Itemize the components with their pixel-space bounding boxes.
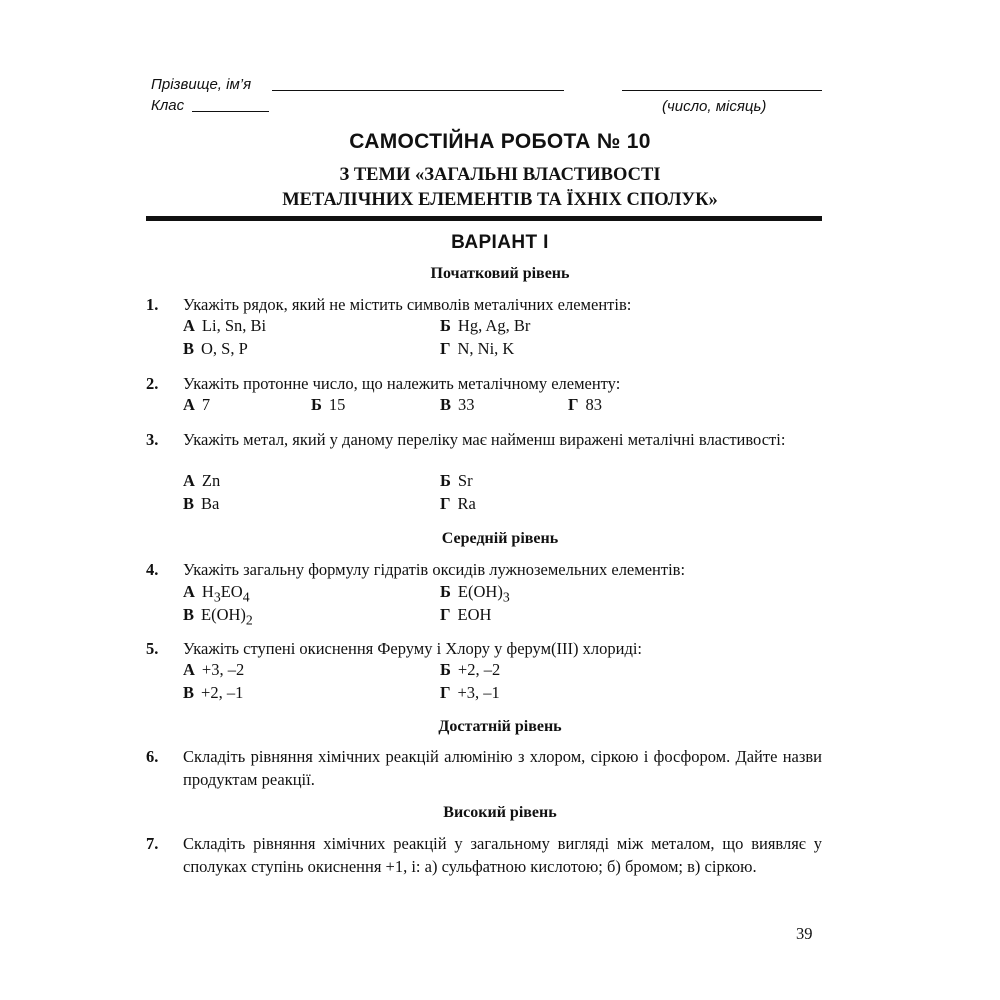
date-label: (число, місяць) (662, 98, 767, 115)
question-text: Складіть рівняння хімічних реакцій у загальному вигляді між металом, що виявляє у сполуках ступінь окиснення +1, і: а) сульфатною кислотою; б) бромом; в) сіркою. (183, 834, 822, 876)
question-text: Укажіть протонне число, що належить металічному елементу: (183, 374, 621, 393)
question-text: Складіть рівняння хімічних реакцій алюмінію з хлором, сіркою і фосфором. Дайте назви продуктам реакції. (183, 747, 822, 789)
name-label: Прізвище, ім’я (151, 76, 252, 93)
class-field-line (192, 111, 269, 112)
level-middle-heading: Середній рівень (441, 530, 559, 547)
page-number: 39 (796, 924, 813, 943)
option-d: Г 83 (568, 395, 602, 414)
level-initial-heading: Початковий рівень (430, 265, 570, 282)
topic-subtitle-line-1: З ТЕМИ «ЗАГАЛЬНІ ВЛАСТИВОСТІ (339, 165, 661, 185)
question-text: Укажіть ступені окиснення Феруму і Хлору у ферум(ІІІ) хлориді: (183, 639, 643, 658)
question-7 (146, 832, 822, 878)
question-text: Укажіть рядок, який не містить символів металічних елементів: (183, 295, 632, 314)
question-text: Укажіть метал, який у даному переліку має найменш виражені металічні властивості: (183, 430, 786, 449)
option-b: Б +2, –2 (440, 660, 501, 679)
page-title: САМОСТІЙНА РОБОТА № 10 (349, 130, 651, 153)
name-field-line (272, 90, 564, 91)
option-c: В +2, –1 (183, 683, 244, 702)
question-6 (146, 745, 822, 791)
level-high-heading: Високий рівень (443, 804, 557, 821)
option-a: А Li, Sn, Bi (183, 316, 267, 335)
question-text: Укажіть загальну формулу гідратів оксидів лужноземельних елементів: (183, 560, 686, 579)
option-d: Г EOH (440, 605, 492, 624)
option-b: Б Hg, Ag, Br (440, 316, 531, 335)
date-field-line (622, 90, 822, 91)
option-c: В Ba (183, 494, 220, 513)
question-4 (146, 558, 822, 581)
question-2 (146, 372, 822, 395)
option-a: А 7 (183, 395, 211, 414)
option-a: А Zn (183, 471, 221, 490)
question-1 (146, 293, 822, 316)
question-number: 1. (146, 295, 159, 314)
option-d: Г Ra (440, 494, 476, 513)
option-a: А +3, –2 (183, 660, 245, 679)
question-3 (146, 428, 822, 451)
option-b: Б Sr (440, 471, 473, 490)
question-number: 4. (146, 560, 159, 579)
option-c: В $E(OH)_2$ (183, 605, 253, 628)
option-d: Г +3, –1 (440, 683, 500, 702)
question-number: 7. (146, 834, 159, 853)
question-number: 2. (146, 374, 159, 393)
class-label: Клас (151, 97, 185, 114)
level-sufficient-heading: Достатній рівень (438, 718, 562, 735)
question-number: 5. (146, 639, 159, 658)
variant-heading: ВАРІАНТ І (451, 232, 549, 253)
option-a: А $H_3EO_4$ (183, 582, 250, 605)
topic-subtitle-line-2: МЕТАЛІЧНИХ ЕЛЕМЕНТІВ ТА ЇХНІХ СПОЛУК» (282, 190, 718, 210)
option-c: В O, S, P (183, 339, 248, 358)
option-d: Г N, Ni, K (440, 339, 515, 358)
option-c: В 33 (440, 395, 475, 414)
title-divider (146, 216, 822, 221)
question-number: 6. (146, 747, 159, 766)
option-b: Б $E(OH)_3$ (440, 582, 510, 605)
question-5 (146, 637, 822, 660)
question-number: 3. (146, 430, 159, 449)
option-b: Б 15 (311, 395, 346, 414)
